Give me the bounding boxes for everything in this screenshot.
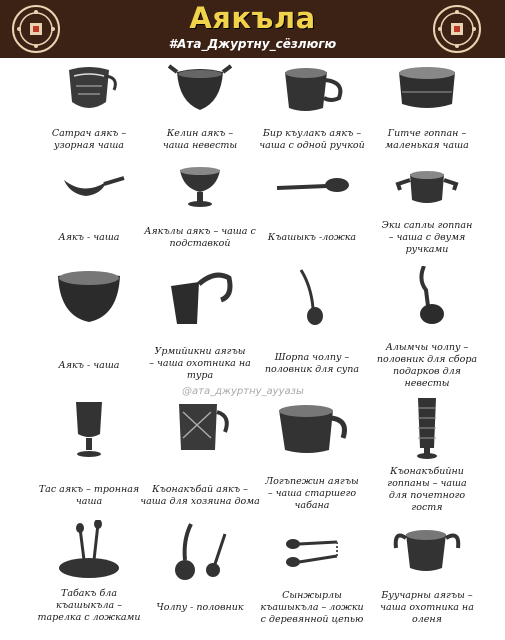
item-caption-line: Къашыкъ -ложка [267,232,357,243]
item-caption-line: ручками [405,244,449,255]
item-caption-line: с деревянной цепью [260,614,364,625]
deer-hunter-cup-icon [382,520,472,582]
bride-cup-icon [155,62,245,124]
item-caption-line: подставкой [169,238,231,249]
ornament-emblem-icon [432,4,482,54]
item-caption-line: узорная чаша [54,140,124,151]
item-caption-line: Табакъ бла [61,588,117,599]
plate-spoons-icon [44,520,134,582]
vessel-item [137,166,263,278]
item-caption-line: гоппаны – чаша [387,478,467,489]
spoon-icon [267,166,357,228]
item-caption-line: Келин аякъ – [166,128,234,139]
vessel-item [364,62,490,174]
item-caption-line: половник для сбора [376,354,478,365]
chained-spoons-icon [267,520,357,582]
header-banner [0,0,505,58]
item-caption-line: чаша охотника на [380,602,474,613]
item-caption-line: Чолпу - половник [156,602,244,613]
item-caption-line: Бир къулакъ аякъ – [262,128,362,139]
ladle-bowl-icon [44,166,134,228]
carved-cup-icon [44,62,134,124]
vessel-item [249,520,375,632]
item-caption-line: тура [186,370,214,381]
hunter-cup-icon [155,266,245,328]
vessel-item [364,398,490,513]
two-handle-cup-icon [382,166,472,228]
item-caption-line: Гитче гоппан – [387,128,467,139]
item-caption-line: оленя [412,614,442,625]
item-caption-line: Шорпа чолпу – [274,352,350,363]
gift-ladle-icon [382,266,472,328]
item-caption-line: – чаша старшего [267,488,357,499]
item-caption-line: Логъпежин аягъы [265,476,359,487]
vessel-item [26,166,152,278]
page-title: Аякъла [189,1,316,35]
vessel-item [26,398,152,510]
vessel-item [137,62,263,174]
item-caption-line: чаша [75,496,103,507]
item-caption-line: невесты [404,378,450,389]
small-bowl-icon [382,62,472,124]
item-caption-line: Къонакъбийни [390,466,464,477]
item-caption-line: тарелка с ложками [37,612,141,623]
item-caption-line: подарков для [393,366,461,377]
one-handle-cup-icon [267,62,357,124]
watermark: @ата_джуртну_аууазы [182,386,304,397]
footed-bowl-icon [155,166,245,228]
vessel-item [364,520,490,632]
item-caption-line: Къонакъбай аякъ – [152,484,248,495]
item-caption-line: чаша с одной ручкой [259,140,365,151]
vessel-item [137,266,263,381]
item-caption-line: Аякъ - чаша [58,232,120,243]
vessel-item [26,62,152,174]
guest-goblet-icon [382,398,472,460]
vessel-item [249,398,375,510]
page-subtitle: #Ата_Джуртну_сёзлюгю [168,37,337,51]
item-caption-line: чаша для хозяина дома [140,496,260,507]
item-caption-line: половник для супа [264,364,360,375]
vessel-item [249,62,375,174]
item-caption-line: Алымчы чолпу – [385,342,469,353]
deep-bowl-icon [44,266,134,328]
vessel-item [249,266,375,378]
item-caption-line: Тас аякъ – тронная [38,484,140,495]
item-caption-line: Буучарны аягъы – [381,590,473,601]
vessel-item [249,166,375,278]
vessel-item [26,520,152,632]
item-caption-line: – чаша охотника на [149,358,251,369]
vessel-item [26,266,152,378]
item-caption-line: чабана [294,500,330,511]
item-caption-line: Урмийикни аягъы [154,346,246,357]
vessel-item [364,266,490,389]
item-caption-line: Сатрач аякъ – [51,128,127,139]
vessel-item [364,166,490,278]
goblet-icon [44,398,134,460]
vessel-item [137,520,263,632]
item-caption-line: гостя [411,502,443,513]
item-caption-line: для почетного [388,490,466,501]
item-caption-line: Аякъ - чаша [58,360,120,371]
elder-cup-icon [267,398,357,460]
item-caption-line: Сынжырлы [282,590,342,601]
item-caption-line: – чаша с двумя [388,232,466,243]
soup-ladle-icon [267,266,357,328]
item-caption-line: чаша невесты [162,140,238,151]
item-caption-line: къашыкъла – ложки [260,602,364,613]
ladle-pair-icon [155,520,245,582]
item-caption-line: Эки саплы гоппан [381,220,473,231]
item-caption-line: Аякълы аякъ – чаша с [144,226,256,237]
vessel-item [137,398,263,510]
item-caption-line: маленькая чаша [385,140,469,151]
host-cup-icon [155,398,245,460]
item-caption-line: къашыкъла – [56,600,122,611]
